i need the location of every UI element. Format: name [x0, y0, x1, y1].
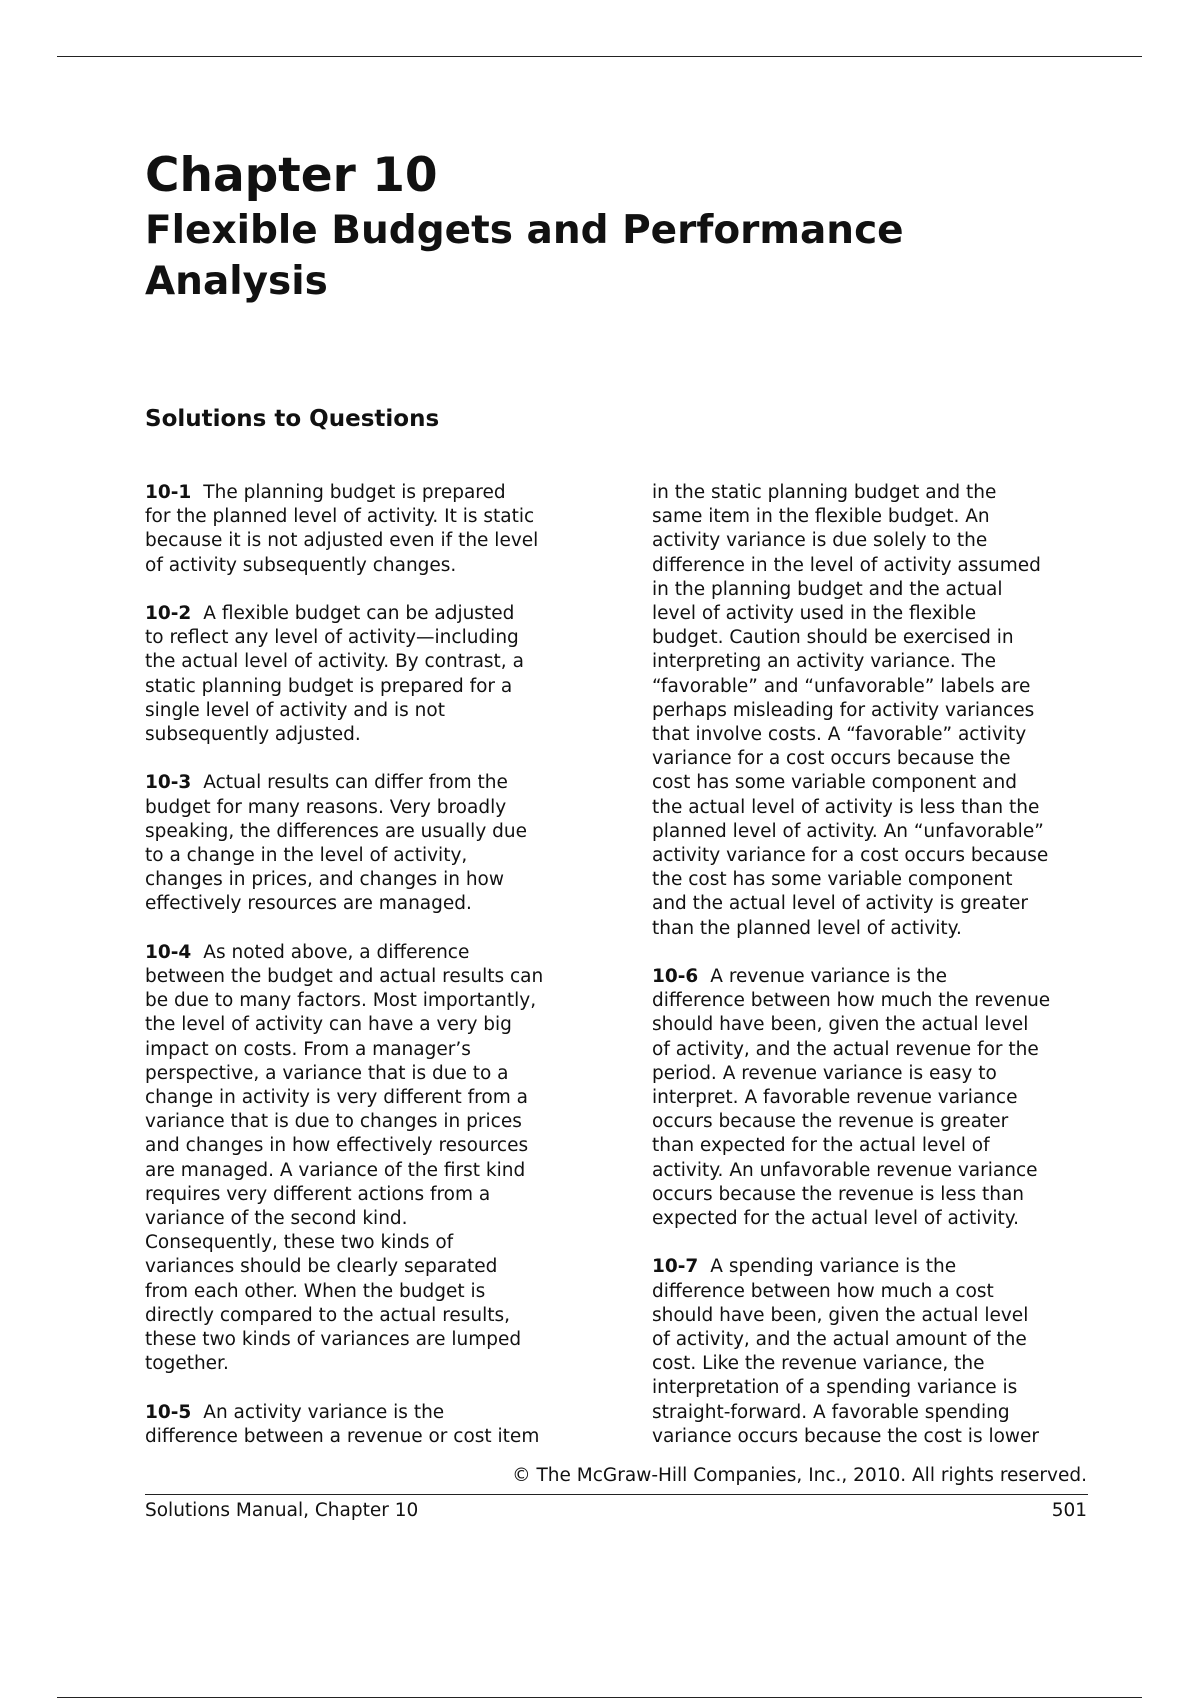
question-number: 10-5: [145, 1401, 192, 1423]
question-number: 10-1: [145, 482, 192, 503]
question-number: 10-6: [652, 966, 699, 988]
answer-paragraph: [145, 481, 595, 578]
bottom-rule: [57, 1697, 1142, 1698]
top-rule: [57, 56, 1142, 57]
answer-paragraph: [652, 1255, 1102, 1449]
answer-paragraph: [145, 1401, 595, 1449]
answer-paragraph: [145, 771, 595, 916]
question-number: 10-2: [145, 603, 192, 624]
right-column: [652, 481, 1102, 1473]
copyright-notice: © The McGraw-Hill Companies, Inc., 2010. All rights reserved.: [512, 1465, 1087, 1486]
section-title: Solutions to Questions: [145, 406, 440, 432]
answer-text: An activity variance is the difference between a revenue or cost item: [145, 1401, 540, 1447]
answer-paragraph: [652, 965, 1102, 1231]
footer-rule: [145, 1494, 1088, 1495]
page-number: 501: [1051, 1500, 1087, 1521]
answer-paragraph-continued: [652, 481, 1102, 941]
answer-text: As noted above, a difference between the budget and actual results can be due to many factors. Most importantly, the level of activity can have a very big impact on costs. From a manager’s perspective, a variance that is due to a change in activity is very different from a variance that is due to changes in prices and changes in how effectively resources are managed. A variance of the first kind requires very different actions from a variance of the second kind. Consequently, these two kinds of variances should be clearly separated from each other. When the budget is directly compared to the actual results, these two kinds of variances are lumped together.: [145, 941, 544, 1375]
answer-paragraph: [145, 602, 595, 747]
question-number: 10-3: [145, 772, 192, 794]
answer-text: Actual results can differ from the budget for many reasons. Very broadly speaking, the differences are usually due to a change in the level of activity, changes in prices, and changes in how effectively resources are managed.: [145, 772, 527, 915]
answer-paragraph: [145, 941, 595, 1377]
answer-text: in the static planning budget and the same item in the flexible budget. An activity variance is due solely to the difference in the level of activity assumed in the planning budget and the actual level of activity used in the flexible budget. Caution should be exercised in interpreting an activity variance. The “favorable” and “unfavorable” labels are perhaps misleading for activity variances that involve costs. A “favorable” activity variance for a cost occurs because the cost has some variable component and the actual level of activity is less than the planned level of activity. An “unfavorable” activity variance for a cost occurs because the cost has some variable component and the actual level of activity is greater than the planned level of activity.: [652, 482, 1049, 939]
chapter-title: Flexible Budgets and Performance Analysis: [145, 208, 904, 304]
question-number: 10-4: [145, 941, 192, 963]
question-number: 10-7: [652, 1256, 699, 1278]
answer-text: A flexible budget can be adjusted to reflect any level of activity—including the actual level of activity. By contrast, a static planning budget is prepared for a single level of activity and is not subsequently adjusted.: [145, 603, 524, 746]
footer-manual-label: Solutions Manual, Chapter 10: [145, 1500, 419, 1521]
chapter-number: Chapter 10: [145, 148, 438, 203]
answer-text: The planning budget is prepared for the planned level of activity. It is static because it is not adjusted even if the level of activity subsequently changes.: [145, 482, 539, 576]
answer-text: A spending variance is the difference between how much a cost should have been, given the actual level of activity, and the actual amount of the cost. Like the revenue variance, the interpretation of a spending variance is straight-forward. A favorable spending variance occurs because the cost is lower: [652, 1256, 1040, 1447]
left-column: [145, 481, 595, 1473]
answer-text: A revenue variance is the difference between how much the revenue should have been, given the actual level of activity, and the actual revenue for the period. A revenue variance is easy to interpret. A favorable revenue variance occurs because the revenue is greater than expected for the actual level of activity. An unfavorable revenue variance occurs because the revenue is less than expected for the actual level of activity.: [652, 966, 1051, 1230]
